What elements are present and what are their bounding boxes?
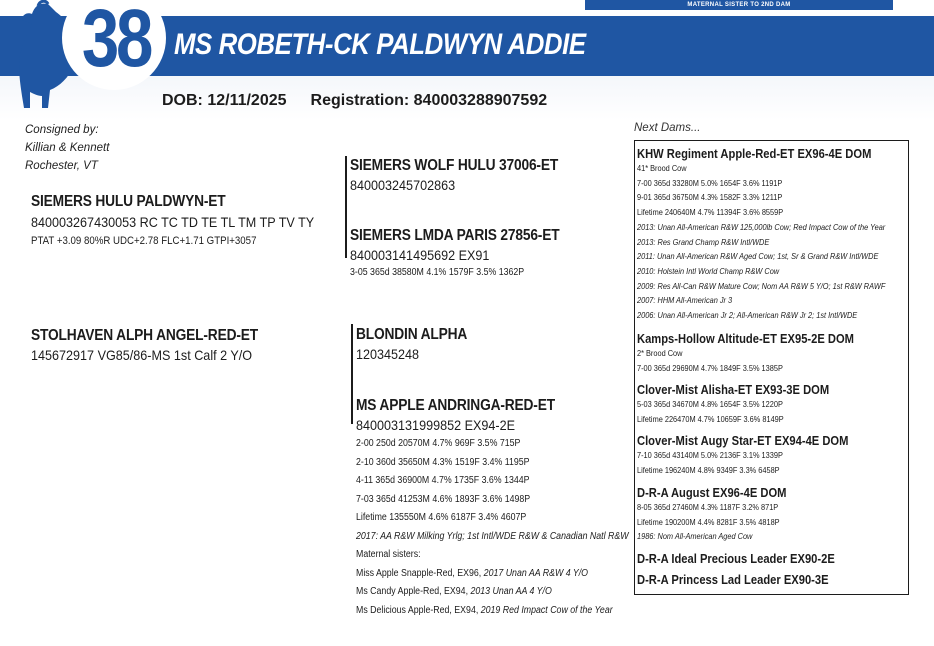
next-dam-line: 7-00 365d 33280M 5.0% 1654F 3.6% 1191P — [637, 177, 783, 188]
next-dam-name: D-R-A August EX96-4E DOM — [637, 485, 787, 500]
dob-registration-line — [162, 92, 571, 110]
next-dam-line: 7-00 365d 29690M 4.7% 1849F 3.5% 1385P — [637, 362, 783, 373]
next-dam-1 — [637, 146, 919, 323]
sire-sire-reg: 840003245702863 — [350, 177, 456, 193]
next-dam-line: 41* Brood Cow — [637, 163, 687, 173]
next-dam-name: Kamps-Hollow Altitude-ET EX95-2E DOM — [637, 331, 855, 346]
dam-sire-block — [356, 326, 485, 362]
next-dam-6 — [637, 551, 867, 566]
next-dam-line: 2013: Unan All-American R&W 125,000lb Cow; Red Impact Cow of the Year — [637, 221, 886, 232]
next-dams-label: Next Dams... — [634, 122, 701, 134]
next-dam-line: Lifetime 226470M 4.7% 10659F 3.6% 8149P — [637, 413, 784, 424]
sister-award: 2019 Red Impact Cow of the Year — [480, 604, 613, 616]
sire-bracket-line — [345, 156, 347, 258]
sire-dam-reg: 840003141495692 EX91 — [350, 247, 490, 263]
top-strip-label: MATERNAL SISTER TO 2ND DAM — [585, 0, 893, 10]
next-dam-line: Lifetime 240640M 4.7% 11394F 3.6% 8559P — [637, 207, 784, 218]
consigned-label: Consigned by: — [25, 124, 99, 136]
sire-stats: PTAT +3.09 80%R UDC+2.78 FLC+1.71 GTPI+3057 — [31, 235, 257, 247]
dam-dam-record: 2-10 360d 35650M 4.3% 1519F 3.4% 1195P — [356, 456, 530, 468]
dob: DOB: 12/11/2025 — [162, 92, 287, 109]
dam-sire-name: BLONDIN ALPHA — [356, 326, 468, 343]
dam-reg: 145672917 VG85/86-MS 1st Calf 2 Y/O — [31, 347, 253, 363]
sire-dam-name: SIEMERS LMDA PARIS 27856-ET — [350, 227, 560, 244]
next-dam-5 — [637, 485, 811, 544]
consignor-block — [25, 121, 109, 175]
sister-award: 2013 Unan AA 4 Y/O — [470, 586, 552, 597]
next-dam-name: KHW Regiment Apple-Red-ET EX96-4E DOM — [637, 146, 872, 161]
next-dam-name: D-R-A Ideal Precious Leader EX90-2E — [637, 551, 835, 566]
dam-dam-lifetime: Lifetime 135550M 4.6% 6187F 3.4% 4607P — [356, 512, 527, 523]
sister-name: Ms Candy Apple-Red, EX94, — [356, 586, 471, 597]
sire-name: SIEMERS HULU PALDWYN-ET — [31, 193, 226, 210]
maternal-sister — [356, 602, 629, 621]
dam-bracket-line — [351, 324, 353, 424]
next-dam-line: Lifetime 196240M 4.8% 9349F 3.3% 6458P — [637, 464, 780, 475]
dam-dam-name: MS APPLE ANDRINGA-RED-ET — [356, 397, 555, 414]
sire-dam-block — [350, 227, 594, 281]
next-dam-line: 2013: Res Grand Champ R&W Intl/WDE — [637, 236, 770, 247]
sire-block — [31, 193, 346, 251]
next-dam-4 — [637, 433, 883, 477]
next-dam-line: 2006: Unan All-American Jr 2; All-American R&W Jr 2; 1st Intl/WDE — [637, 310, 858, 321]
sire-sire-name: SIEMERS WOLF HULU 37006-ET — [350, 157, 559, 174]
next-dam-3 — [637, 382, 860, 426]
maternal-sister — [356, 565, 629, 584]
sister-name: Miss Apple Snapple-Red, EX96, — [356, 567, 484, 579]
next-dam-line: 1986: Nom All-American Aged Cow — [637, 531, 753, 542]
next-dam-name: D-R-A Princess Lad Leader EX90-3E — [637, 572, 829, 587]
maternal-sisters-label: Maternal sisters: — [356, 549, 421, 560]
lot-number: 38 — [81, 0, 151, 84]
next-dam-line: 2007: HHM All-American Jr 3 — [637, 295, 733, 306]
dam-dam-award: 2017: AA R&W Milking Yrlg; 1st Intl/WDE R&W & Canadian Natl R&W — [356, 530, 629, 542]
sire-reg: 840003267430053 RC TC TD TE TL TM TP TV TY — [31, 214, 315, 230]
dam-dam-record: 7-03 365d 41253M 4.6% 1893F 3.6% 1498P — [356, 493, 531, 505]
sister-award: 2017 Unan AA R&W 4 Y/O — [483, 567, 589, 579]
sire-dam-record: 3-05 365d 38580M 4.1% 1579F 3.5% 1362P — [350, 267, 525, 278]
animal-name-title: MS ROBETH-CK PALDWYN ADDIE — [174, 28, 586, 61]
consignor-name: Killian & Kennett — [25, 142, 110, 154]
next-dam-2 — [637, 331, 889, 375]
registration: Registration: 840003288907592 — [310, 92, 548, 109]
next-dam-line: 8-05 365d 27460M 4.3% 1187F 3.2% 871P — [637, 502, 779, 512]
maternal-sister — [356, 583, 629, 602]
next-dam-name: Clover-Mist Augy Star-ET EX94-4E DOM — [637, 433, 849, 448]
next-dam-line: Lifetime 190200M 4.4% 8281F 3.5% 4818P — [637, 516, 780, 527]
next-dam-line: 7-10 365d 43140M 5.0% 2136F 3.1% 1339P — [637, 450, 783, 460]
next-dam-line: 2010: Holstein Intl World Champ R&W Cow — [637, 265, 780, 276]
dam-block — [31, 327, 295, 363]
next-dam-7 — [637, 572, 860, 587]
dam-dam-reg: 840003131999852 EX94-2E — [356, 417, 516, 433]
dam-name: STOLHAVEN ALPH ANGEL-RED-ET — [31, 327, 258, 344]
next-dam-name: Clover-Mist Alisha-ET EX93-3E DOM — [637, 382, 830, 397]
next-dam-line: 2* Brood Cow — [637, 348, 683, 358]
sister-name: Ms Delicious Apple-Red, EX94, — [356, 604, 481, 616]
next-dam-line: 9-01 365d 36750M 4.3% 1582F 3.3% 1211P — [637, 192, 783, 203]
dam-sire-reg: 120345248 — [356, 346, 420, 362]
next-dam-line: 2011: Unan All-American R&W Aged Cow; 1st, Sr & Grand R&W Intl/WDE — [637, 251, 879, 262]
dam-dam-block — [356, 397, 666, 620]
dam-dam-record: 4-11 365d 36900M 4.7% 1735F 3.6% 1344P — [356, 475, 530, 486]
dam-dam-record: 2-00 250d 20570M 4.7% 969F 3.5% 715P — [356, 438, 521, 449]
next-dam-line: 2009: Res All-Can R&W Mature Cow; Nom AA R&W 5 Y/O; 1st R&W RAWF — [637, 280, 886, 291]
next-dam-line: 5-03 365d 34670M 4.8% 1654F 3.5% 1220P — [637, 399, 783, 409]
consignor-location: Rochester, VT — [25, 160, 98, 172]
sire-sire-block — [350, 157, 592, 193]
